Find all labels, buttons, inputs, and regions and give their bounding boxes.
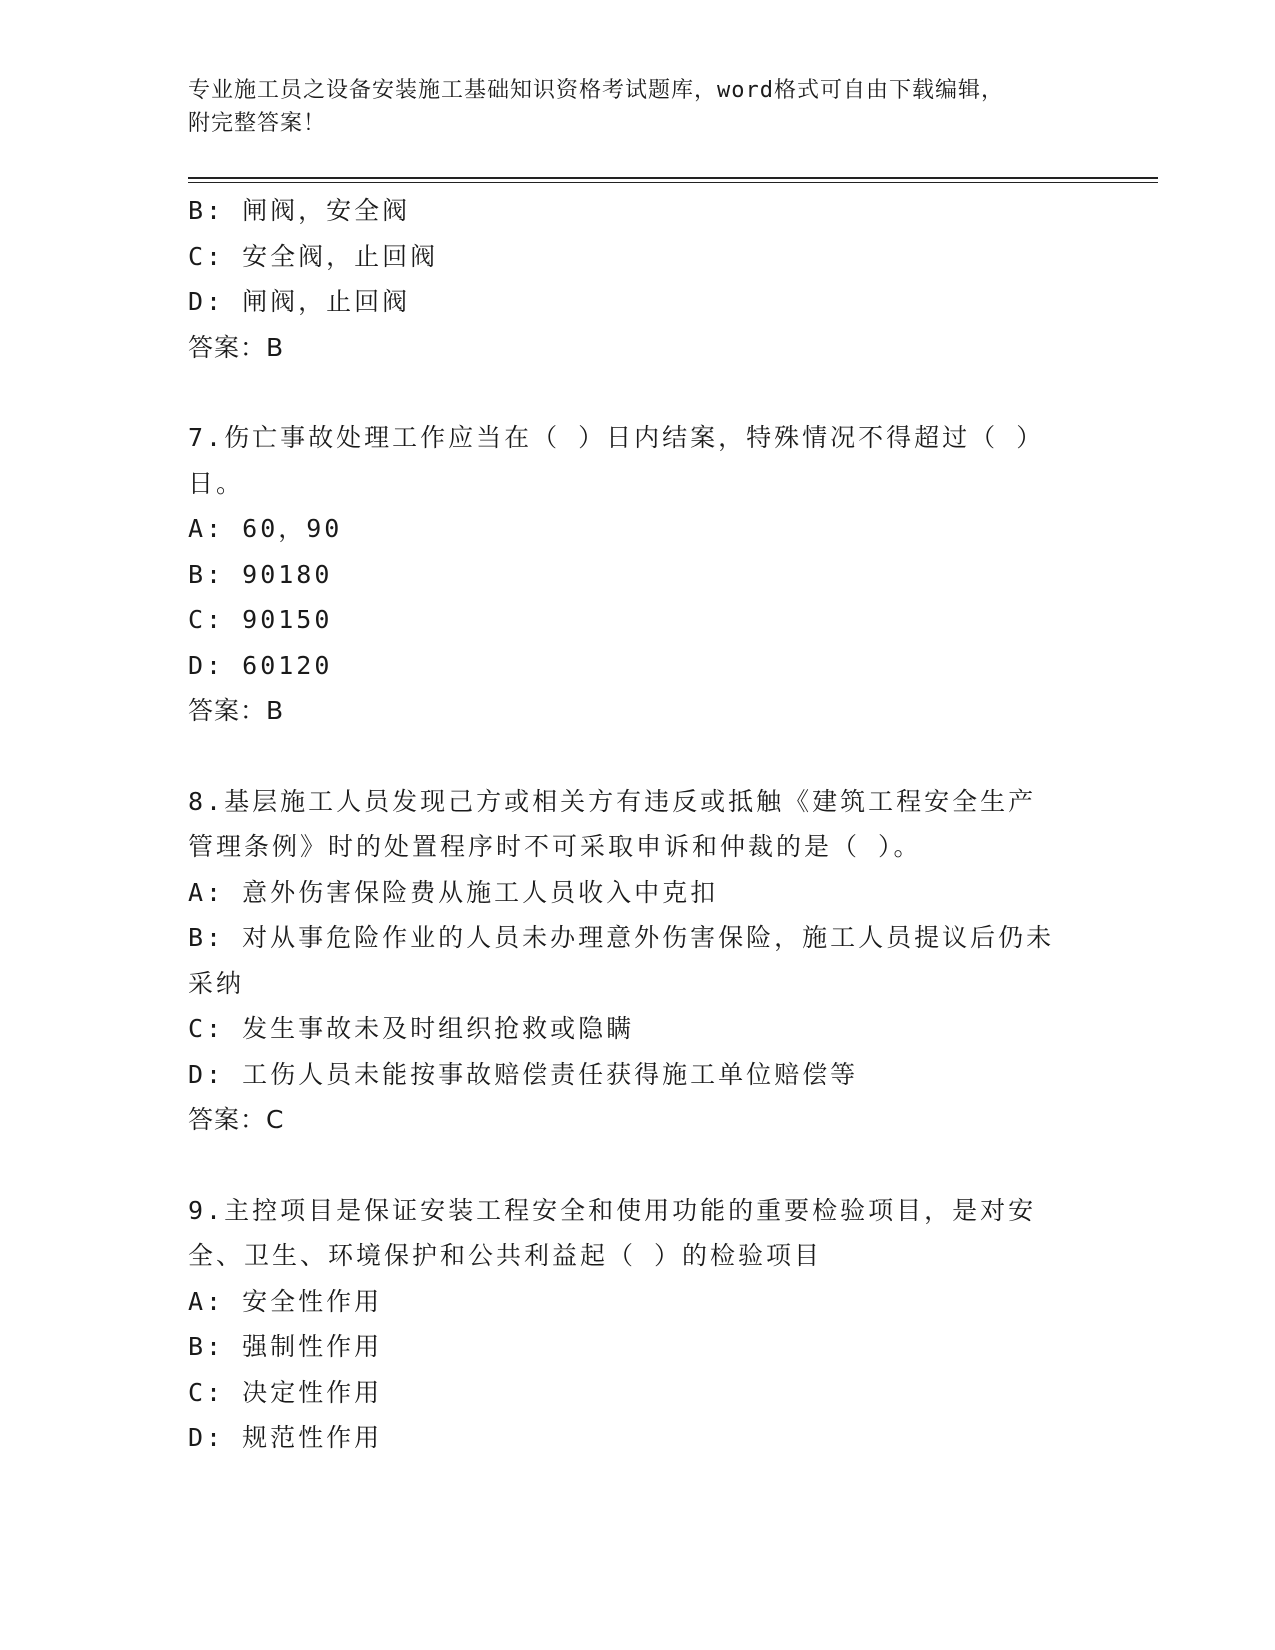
option-d: D: 闸阀，止回阀	[188, 287, 411, 316]
question-7	[188, 415, 1088, 734]
document-content	[188, 188, 1088, 1461]
option-c: C: 90150	[188, 605, 333, 634]
question-9	[188, 1188, 1088, 1461]
header-line-1: 专业施工员之设备安装施工基础知识资格考试题库，word格式可自由下载编辑，	[188, 78, 1004, 103]
answer-line: 答案：B	[188, 332, 285, 362]
question-stem-continued: 全、卫生、环境保护和公共利益起（ ）的检验项目	[188, 1241, 823, 1270]
question-8	[188, 779, 1088, 1143]
question-stem-continued: 日。	[188, 468, 245, 498]
option-b: B: 强制性作用	[188, 1332, 383, 1361]
document-header	[188, 74, 1068, 140]
option-b: B: 90180	[188, 559, 333, 589]
option-d: D: 60120	[188, 650, 333, 680]
option-d: D: 规范性作用	[188, 1423, 383, 1452]
question-stem: 9.主控项目是保证安装工程安全和使用功能的重要检验项目，是对安	[188, 1195, 1037, 1225]
option-d: D: 工伤人员未能按事故赔偿责任获得施工单位赔偿等	[188, 1059, 859, 1089]
option-b-continued: 采纳	[188, 968, 245, 998]
option-a: A: 意外伤害保险费从施工人员收入中克扣	[188, 877, 719, 907]
option-b: B: 闸阀，安全阀	[188, 196, 411, 225]
option-a: A: 安全性作用	[188, 1286, 383, 1316]
header-divider	[188, 177, 1158, 183]
option-b: B: 对从事危险作业的人员未办理意外伤害保险，施工人员提议后仍未	[188, 923, 1055, 952]
option-c: C: 安全阀，止回阀	[188, 241, 439, 271]
option-c: C: 发生事故未及时组织抢救或隐瞒	[188, 1014, 635, 1043]
question-stem: 8.基层施工人员发现己方或相关方有违反或抵触《建筑工程安全生产	[188, 786, 1037, 816]
question-stem-continued: 管理条例》时的处置程序时不可采取申诉和仲裁的是（ ）。	[188, 832, 922, 861]
option-c: C: 决定性作用	[188, 1377, 383, 1407]
question-6-continuation	[188, 188, 1088, 370]
answer-line: 答案：C	[188, 1105, 285, 1134]
answer-line: 答案：B	[188, 696, 285, 725]
question-stem: 7.伤亡事故处理工作应当在（ ）日内结案，特殊情况不得超过（ ）	[188, 423, 1045, 452]
header-line-2: 附完整答案！	[188, 111, 327, 136]
option-a: A: 60，90	[188, 514, 343, 543]
